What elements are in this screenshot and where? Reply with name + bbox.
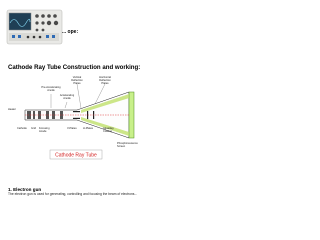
label-pre-accelerating-anode: Pre-Accelerating Anode <box>41 86 61 92</box>
label-heater: Heater <box>8 108 16 111</box>
section-title: Cathode Ray Tube Construction and working: <box>8 64 141 71</box>
sub-title: 1. Electron gun <box>8 187 42 192</box>
label-aquadag-coating: Aquadag Coating <box>103 127 114 133</box>
label-cathode: Cathode <box>17 127 27 130</box>
heading-fragment: ... ope: <box>62 29 79 35</box>
oscilloscope-image <box>6 6 63 46</box>
label-vertical-deflection: Vertical Deflection Plates <box>71 76 83 85</box>
document-page <box>0 0 149 198</box>
label-h-plates: H-Plates <box>83 127 93 130</box>
diagram-caption: Cathode Ray Tube <box>55 152 97 159</box>
body-text: The electron gun is used for generating, controlling and focusing the beam of electrons... <box>8 192 138 196</box>
label-v-plates: V-Plates <box>67 127 77 130</box>
label-phosphorescence-screen: Phosphorescence Screen <box>117 142 138 148</box>
label-grid: Grid <box>31 127 36 130</box>
label-accelerating-anode: Accelerating Anode <box>59 94 75 100</box>
label-focusing-anode: Focusing Anode <box>39 127 50 133</box>
crt-diagram <box>7 74 144 160</box>
label-horizontal-deflection: Horizontal Deflection Plates <box>99 76 111 85</box>
